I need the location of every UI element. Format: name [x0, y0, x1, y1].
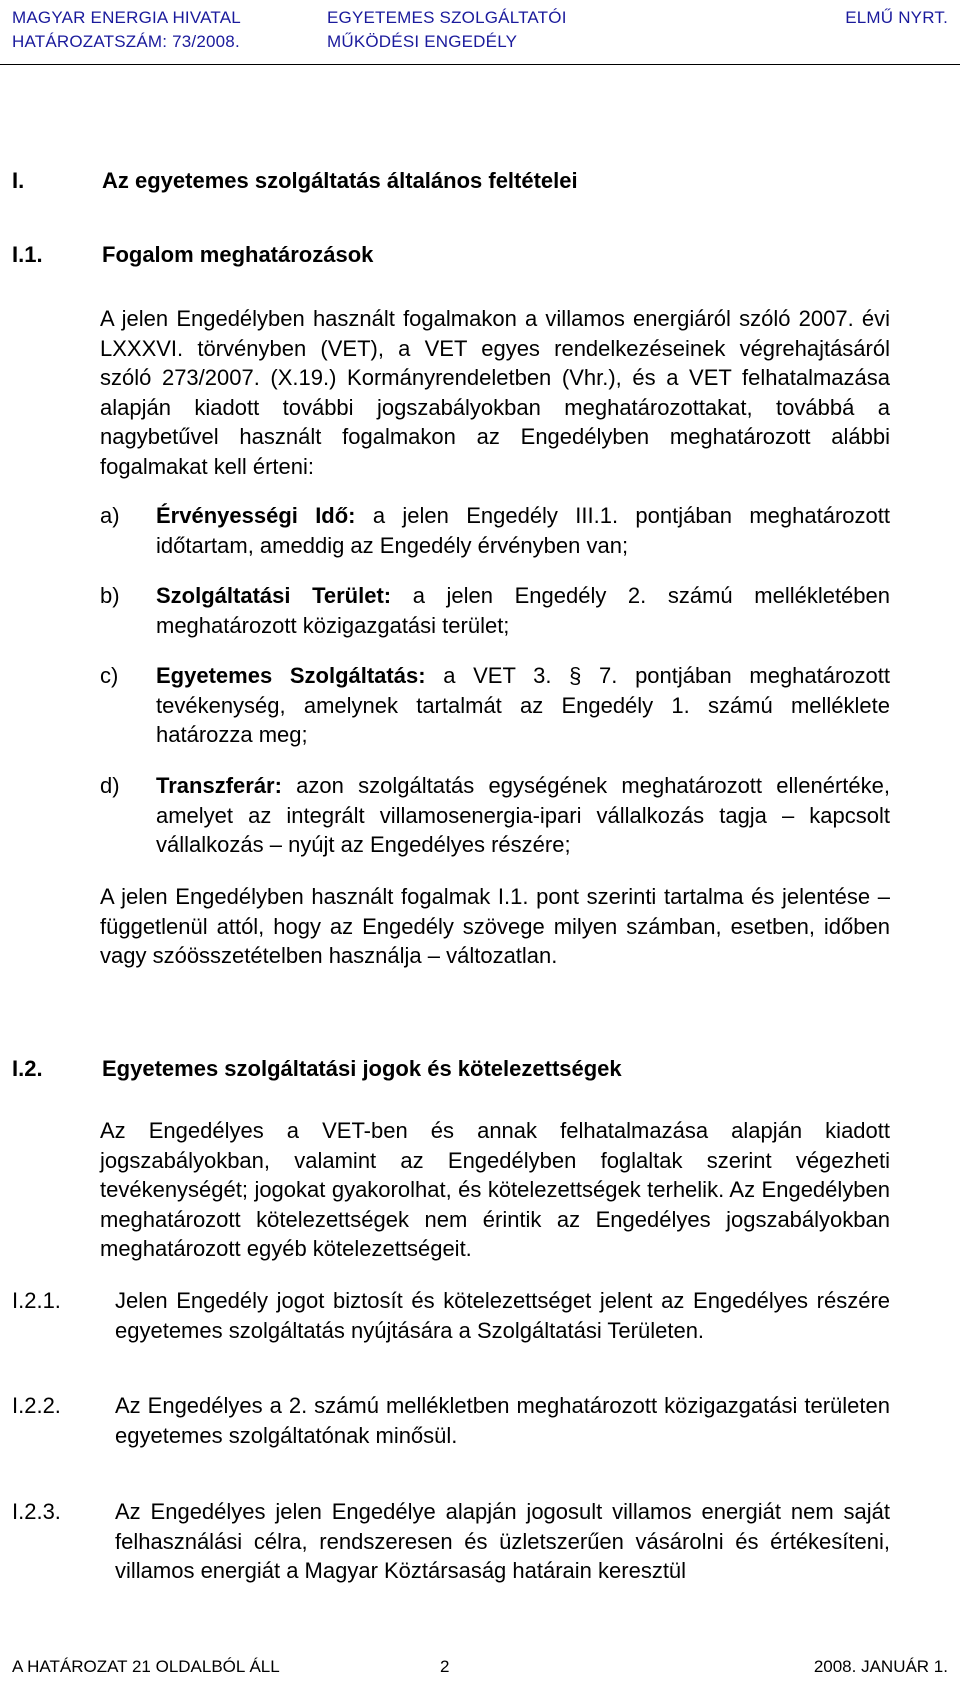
definition-term: Érvényességi Idő:: [156, 503, 356, 528]
definition-term: Transzferár:: [156, 773, 282, 798]
subsection-2-number: I.2.: [12, 1056, 43, 1081]
page-header: [12, 6, 948, 56]
header-rule: [0, 64, 960, 65]
header-authority: MAGYAR ENERGIA HIVATAL: [12, 8, 241, 27]
definition-text: a jelen Engedély 2. számú mellékletében meghatározott közigazgatási terület;: [156, 583, 891, 638]
subsection-2-title: Egyetemes szolgáltatási jogok és kötelezettségek: [102, 1056, 622, 1081]
definition-item: [100, 661, 890, 750]
subsection-1-title: Fogalom meghatározások: [102, 242, 374, 267]
definition-label: b): [100, 583, 120, 608]
footer-page-number: 2: [440, 1657, 450, 1676]
header-right: [845, 6, 948, 30]
section-number: I.: [12, 168, 25, 193]
footer-page-count: A HATÁROZAT 21 OLDALBÓL ÁLL: [12, 1657, 280, 1676]
subsection-item-number: I.2.1.: [12, 1288, 61, 1313]
definition-text: a VET 3. § 7. pontjában meghatározott tevékenység, amelynek tartalmát az Engedély 1. számú melléklete határozza meg;: [156, 663, 891, 747]
definition-item: [100, 771, 890, 860]
definition-label: c): [100, 663, 119, 688]
definition-item: [100, 501, 890, 560]
subsection-1-closing: A jelen Engedélyben használt fogalmak I.1. pont szerinti tartalma és jelentése – függetlenül attól, hogy az Engedély szövege milyen számban, esetben, időben vagy szóösszetételben használja – változatlan.: [100, 884, 890, 968]
subsection-item-text: Jelen Engedély jogot biztosít és kötelezettséget jelent az Engedélyes részére egyetemes szolgáltatás nyújtására a Szolgáltatási Területen.: [115, 1288, 890, 1343]
subsection-item-number: I.2.3.: [12, 1499, 61, 1524]
definition-item: [100, 581, 890, 640]
definition-text: azon szolgáltatás egységének meghatározott ellenértéke, amelyet az integrált villamosenergia-ipari vállalkozás tagja – kapcsolt vállalkozás – nyújt az Engedélyes részére;: [156, 773, 890, 857]
footer-date: 2008. JANUÁR 1.: [813, 1657, 948, 1676]
subsection-item: [12, 1286, 890, 1345]
subsection-item-number: I.2.2.: [12, 1393, 61, 1418]
section-title: Az egyetemes szolgáltatás általános feltételei: [102, 168, 578, 193]
subsection-item-text: Az Engedélyes jelen Engedélye alapján jogosult villamos energiát nem saját felhasználási célra, rendszeresen és üzletszerűen vásárolni és értékesíteni, villamos energiát a Magyar Köztársaság határain keresztül: [115, 1499, 890, 1583]
definition-term: Szolgáltatási Terület:: [156, 583, 392, 608]
subsection-1-number: I.1.: [12, 242, 43, 267]
definition-term: Egyetemes Szolgáltatás:: [156, 663, 426, 688]
header-doc-type-line2: MŰKÖDÉSI ENGEDÉLY: [327, 32, 518, 51]
definition-label: d): [100, 773, 120, 798]
subsection-item-text: Az Engedélyes a 2. számú mellékletben meghatározott közigazgatási területen egyetemes szolgáltatónak minősül.: [115, 1393, 890, 1448]
subsection-item: [12, 1391, 890, 1450]
header-left: [12, 6, 241, 54]
header-doc-type-line1: EGYETEMES SZOLGÁLTATÓI: [327, 8, 567, 27]
definition-label: a): [100, 503, 120, 528]
subsection-item: [12, 1497, 890, 1586]
header-middle: [327, 6, 567, 54]
definition-text: a jelen Engedély III.1. pontjában meghatározott időtartam, ameddig az Engedély érvényben van;: [156, 503, 890, 558]
header-company: ELMŰ NYRT.: [845, 8, 948, 27]
subsection-1-intro: A jelen Engedélyben használt fogalmakon a villamos energiáról szóló 2007. évi LXXXVI. törvényben (VET), a VET egyes rendelkezéseinek végrehajtásáról szóló 273/2007. (X.19.) Kormányrendeletben (Vhr.), és a VET felhatalmazása alapján kiadott további jogszabályokban meghatározottakat, továbbá a nagybetűvel használt fogalmakon az Engedélyben meghatározott alábbi fogalmakat kell érteni:: [100, 306, 890, 479]
subsection-2-intro: Az Engedélyes a VET-ben és annak felhatalmazása alapján kiadott jogszabályokban, valamint az Engedélyben foglaltak szerint végezheti tevékenységét; jogokat gyakorolhat, és kötelezettségek terhelik. Az Engedélyben meghatározott kötelezettségek nem érintik az Engedélyes jogszabályokban meghatározott egyéb kötelezettségeit.: [100, 1118, 890, 1261]
header-decision-number: HATÁROZATSZÁM: 73/2008.: [12, 32, 240, 51]
